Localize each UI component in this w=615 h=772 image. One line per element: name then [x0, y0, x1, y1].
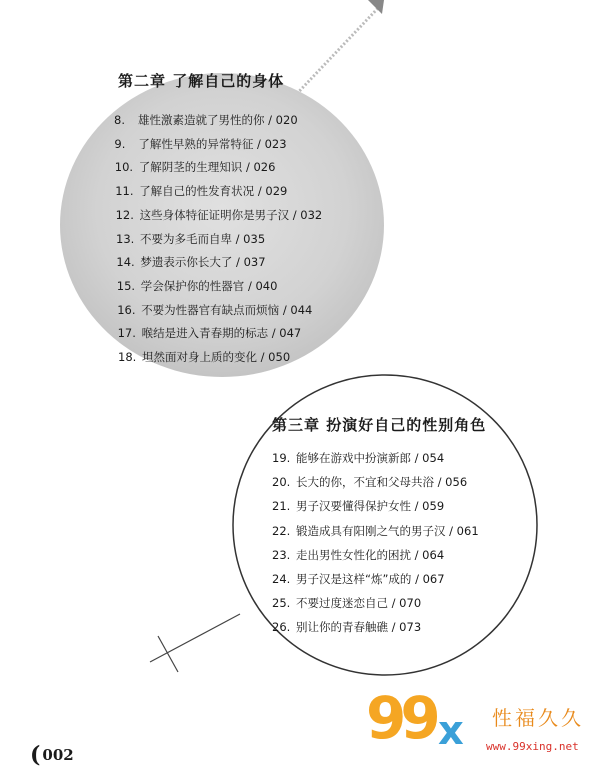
toc-entry-number: 21. — [272, 499, 291, 514]
toc-entry — [118, 325, 302, 341]
watermark-logo — [360, 684, 610, 770]
watermark-letter: x — [438, 708, 464, 754]
toc-entry-number: 8. — [114, 113, 125, 127]
toc-entry-text: 喉结是进入青春期的标志 / 047 — [141, 326, 302, 341]
chapter2-title: 第二章 了解自己的身体 — [118, 72, 285, 90]
toc-entry-number: 18. — [118, 350, 137, 364]
toc-entry-text: 了解阴茎的生理知识 / 026 — [138, 160, 276, 175]
toc-entry-number: 10. — [114, 160, 134, 175]
toc-entry-text: 了解性早熟的异常特征 / 023 — [138, 136, 287, 151]
toc-entry-text: 不要过度迷恋自己 / 070 — [296, 596, 422, 611]
toc-entry-number: 17. — [117, 326, 136, 341]
toc-entry-text: 学会保护你的性器官 / 040 — [140, 278, 278, 293]
toc-entry-text: 梦遗表示你长大了 / 037 — [140, 255, 266, 270]
toc-entry — [115, 183, 287, 199]
toc-entry — [116, 231, 265, 247]
toc-entry-text: 这些身体特征证明你是男子汉 / 032 — [139, 207, 323, 222]
toc-entry-number: 19. — [272, 451, 291, 465]
toc-entry-number: 23. — [272, 547, 291, 562]
toc-entry-text: 坦然面对身上质的变化 / 050 — [142, 350, 291, 364]
toc-entry — [272, 547, 444, 563]
toc-entry — [272, 523, 479, 539]
toc-entry-number: 24. — [272, 572, 291, 586]
page-bracket: ( — [30, 742, 41, 768]
toc-entry-text: 不要为性器官有缺点而烦恼 / 044 — [141, 302, 313, 317]
watermark-url: www.99xing.net — [486, 740, 579, 753]
toc-entry — [115, 159, 276, 175]
page-number — [30, 742, 74, 768]
toc-entry-number: 26. — [272, 620, 291, 635]
toc-entry-number: 11. — [115, 184, 134, 199]
toc-entry-text: 长大的你，不宜和父母共浴 / 056 — [296, 475, 468, 490]
toc-entry-number: 9. — [114, 136, 126, 151]
watermark-name: 性福久久 — [492, 706, 584, 730]
toc-entry-number: 14. — [116, 255, 135, 270]
page-number-value: 002 — [42, 746, 74, 764]
toc-entry — [116, 207, 323, 223]
toc-entry — [117, 302, 312, 318]
toc-entry — [118, 349, 290, 365]
toc-entry-number: 16. — [117, 302, 136, 317]
toc-entry — [272, 474, 467, 490]
toc-entry — [114, 112, 298, 128]
toc-entry-text: 男子汉要懂得保护女性 / 059 — [296, 499, 445, 514]
toc-entry — [272, 595, 421, 611]
toc-entry-text: 走出男性女性化的困扰 / 064 — [296, 547, 445, 562]
toc-entry-number: 22. — [272, 523, 291, 538]
toc-entry-text: 了解自己的性发育状况 / 029 — [139, 184, 288, 199]
watermark-digits: 99 — [366, 684, 435, 752]
toc-entry — [117, 278, 278, 294]
toc-entry — [272, 450, 444, 466]
toc-entry-text: 雄性激素造就了男性的你 / 020 — [138, 113, 298, 127]
toc-entry — [272, 498, 444, 514]
toc-entry-text: 不要为多毛而自卑 / 035 — [140, 231, 266, 246]
toc-entry — [116, 254, 265, 270]
toc-entry — [114, 136, 286, 152]
toc-entry — [272, 571, 445, 587]
toc-entry-number: 20. — [272, 475, 291, 490]
toc-entry-text: 能够在游戏中扮演新郎 / 054 — [296, 451, 445, 465]
cross-line-bottom-icon — [150, 614, 240, 672]
toc-entry-number: 25. — [272, 596, 291, 611]
toc-entry-number: 13. — [116, 231, 135, 246]
toc-entry-text: 男子汉是这样“炼”成的 / 067 — [296, 572, 445, 586]
chapter3-title: 第三章 扮演好自己的性别角色 — [272, 416, 487, 434]
toc-entry — [272, 619, 421, 635]
toc-entry-number: 12. — [115, 207, 134, 222]
toc-entry-text: 别让你的青春触礁 / 073 — [296, 620, 422, 635]
toc-entry-text: 锻造成具有阳刚之气的男子汉 / 061 — [296, 523, 479, 538]
toc-entry-number: 15. — [116, 278, 136, 293]
